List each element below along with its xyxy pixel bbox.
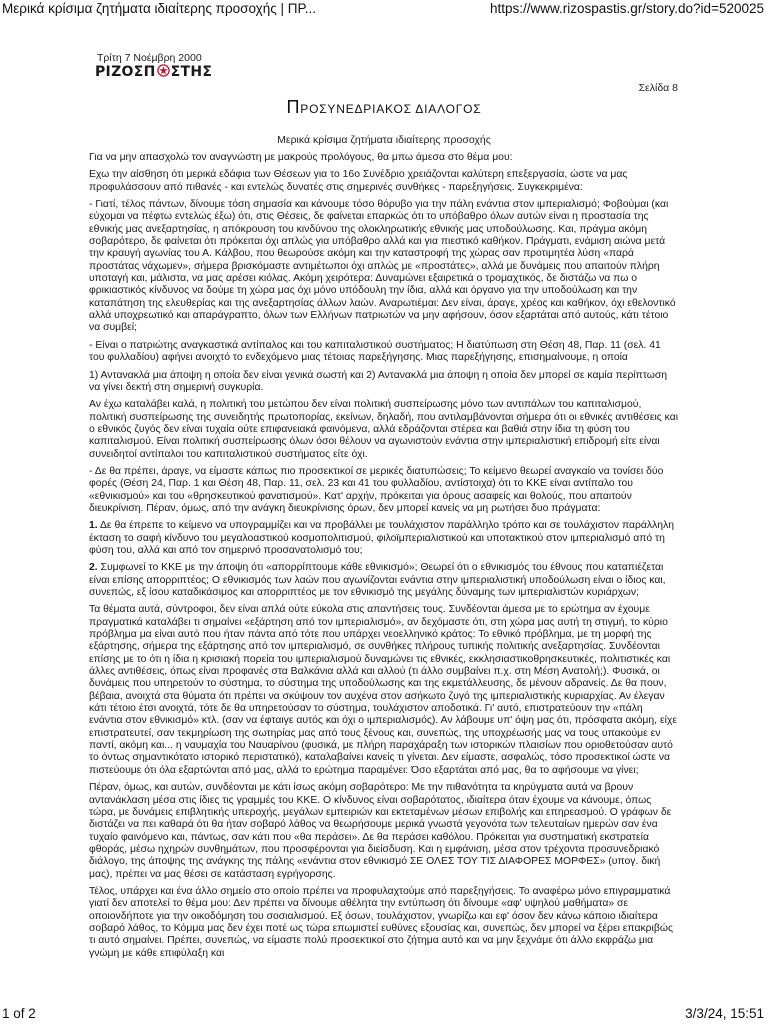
paragraph-numbered [89,562,679,599]
rizospastis-logo [95,64,212,82]
print-header [0,0,768,20]
paragraph: Εχω την αίσθηση ότι μερικά εδάφια των Θέσεων για το 16ο Συνέδριο χρειάζονται καλύτερη επεξεργασία, ώστε να μας προφυλάσσουν από πιθανές - και εντελώς δυνατές στις σημερινές συνθήκες - παρεξηγήσεις. Συγκεκριμένα: [89,169,628,193]
print-header-title: Μερικά κρίσιμα ζητήματα ιδιαίτερης προσοχής | ΠΡ... [2,1,316,16]
paragraph: Πέραν, όμως, και αυτών, συνδέονται με κάτι ίσως ακόμη σοβαρότερο: Με την πιθανότητα τα κηρύγματα αυτά να βρουν αντανάκλαση μέσα στις ίδιες τις γραμμές του ΚΚΕ. Ο κίνδυνος είναι σοβαρότατος, ιδιαίτερα όταν έχουμε να κάνουμε, όπως τώρα, με δυνάμεις επιβλητικής υπεροχής, μεγάλων εμπειριών και εκτεταμένων μέσων επιβολής και επηρεασμού. Ο γράφων δε διστάζει να πει καθαρά ότι θα ήταν σοβαρό λάθος να θεωρήσουμε μερικά γνωστά γεγονότα των τελευταίων ημερών σαν ένα τυχαίο φαινόμενο και, πάντως, σαν κάτι που «θα περάσει». Δε θα περάσει καθόλου. Πρόκειται για συστηματική εκστρατεία φθοράς, μέσω ηχηρών συνθημάτων, που προσφέρονται για διείσδυση. Και η εμφάνιση, μέσα στον τρέχοντα προσυνεδριακό διάλογο, της άποψης της ανάγκης της πάλης «ενάντια στον εθνικισμό ΣΕ ΟΛΕΣ ΤΟΥ ΤΙΣ ΔΙΑΦΟΡΕΣ ΜΟΡΦΕΣ» (υπογ. δική μας), πρέπει να μας θέσει σε κατάσταση εγρήγορσης. [89,782,672,880]
print-footer [0,1006,768,1024]
paragraph-text: Δε θα έπρεπε το κείμενο να υπογραμμίζει και να προβάλλει με τουλάχιστον παράλληλο τρόπο και σε τουλάχιστον παράλληλη έκταση το σαφή κίνδυνο του μεγαλοαστικού κοσμοπολιτισμού, φιλοϊμπεριαλιστικού και υποτακτικού στον ιμπεριαλισμό από τη φύση του, αλλά και από τον σημερινό προσανατολισμό του; [89,520,675,556]
print-footer-datetime: 3/3/24, 15:51 [685,1006,764,1021]
star-icon [157,64,170,77]
paragraph: - Γιατί, τέλος πάντων, δίνουμε τόση σημασία και κάνουμε τόσο θόρυβο για την πάλη ενάντια στον ιμπεριαλισμό; Φοβούμαι (και εύχομαι να πέφτω εντελώς έξω) ότι, στις Θέσεις, δε φαίνεται επαρκώς ότι το υπόβαθρο όλων αυτών είναι η προστασία της εθνικής μας ανεξαρτησίας, η απόκρουση του κινδύνου της ολοκληρωτικής εθνικής μας υποδούλωσης. Και, πράγμα ακόμη σοβαρότερο, δε φαίνεται ότι πρόκειται όχι απλώς για υπόβαθρο αλλά και για πιεστικό καθήκον. Πράγματι, ενάμιση αιώνα μετά την κραυγή αγωνίας του Α. Κάλβου, που θεωρούσε ακόμη και την καταστροφή της χώρας σαν προτιμητέα λύση «παρά προστάτας νάχωμεν», σήμερα βρισκόμαστε αντιμέτωποι όχι απλώς με «προστάτες», αλλά με δυνάμεις που απαιτούν πλήρη υποταγή και, μάλιστα, να μας αρέσει κιόλας. Ακόμη χειρότερα: Δυναμώνει εξαιρετικά ο τρομαχτικός, δε διστάζω να πω ο φρικιαστικός κίνδυνος να δούμε τη χώρα μας όχι μόνο υπόδουλη την ίδια, αλλά και όργανο για την υποδούλωση και την καταπάτηση της ελευθερίας και της ανεξαρτησίας άλλων λαών. Αναρωτιέμαι: Δεν είναι, άραγε, χρέος και καθήκον, όχι εθελοντικό αλλά υποχρεωτικό και απαράγραπτο, όλων των Ελλήνων πατριωτών να μην αφήσουν, όσον εξαρτάται από αυτούς, κάτι τέτοιο να συμβεί; [89,199,676,334]
issue-date: Τρίτη 7 Νοέμβρη 2000 [97,52,202,64]
paragraph-number: 1. [89,520,98,532]
paragraph: Αν έχω καταλάβει καλά, η πολιτική του μετώπου δεν είναι πολιτική συσπείρωσης μόνο των αντιπάλων του καπιταλισμού, πολιτική συσπείρωσης της συνειδητής πρωτοπορίας, εκείνων, δηλαδή, που αντιλαμβάνονται σήμερα ότι οι εθνικές αντιθέσεις και ο εθνικός ζυγός δεν είναι τυχαία ούτε επιφανειακά φαινόμενα, αλλά εδράζονται στέρεα και βαθιά στην ίδια τη φύση του καπιταλισμού. Είναι πολιτική συσπείρωσης όλων όσοι θέλουν να αγωνιστούν ενάντια στην ιμπεριαλιστική επιδρομή είτε είναι συνειδητοί αντίπαλοι του καπιταλιστικού συστήματος είτε όχι. [89,399,679,460]
print-footer-page: 1 of 2 [2,1006,36,1021]
page-number: Σελίδα 8 [638,82,678,94]
section-title-rest: ΡΟΣΥΝΕΔΡΙΑΚΟΣ ΔΙΑΛΟΓΟΣ [300,102,482,116]
logo-text-end: ΣΤΗΣ [170,64,213,80]
paragraph: Τα θέματα αυτά, σύντροφοι, δεν είναι απλά ούτε εύκολα στις απαντήσεις τους. Συνδέονται άμεσα με το ερώτημα αν έχουμε πραγματικά καταλάβει τι σημαίνει «εξάρτηση από τον ιμπεριαλισμό», αν δεχόμαστε ότι, στη χώρα μας αυτή τη στιγμή, το κύριο πρόβλημα μα είναι αυτό που ήταν πάντα από τότε που υπάρχει νεοελληνικό κράτος: Το εθνικό πρόβλημα, με τη μορφή της εξάρτησης, σήμερα της εξάρτησης από τον ιμπεριαλισμό, σε συνθήκες πλήρους τυπικής πολιτικής ανεξαρτησίας. Συνδέονται επίσης με το ότι η ίδια η κρισιακή πορεία του ιμπεριαλισμού δυναμώνει τις εθνικές, εκκλησιαστικοθρησκευτικές, πολιτιστικές και άλλες αντιθέσεις, όπως είναι προφανές στα Βαλκάνια αλλά και αλλού (τι άλλο συμβαίνει π.χ. στη Μέση Ανατολή;). Φυσικά, οι δυνάμεις που υπηρετούν το σύστημα, το σύστημα της υποδούλωσης και της εκμετάλλευσης, δε μένουν αδρανείς. Δε θα πουν, βέβαια, ανοιχτά στα θύματα ότι πρέπει να σκύψουν τον αυχένα στον ασήκωτο ζυγό της ιμπεριαλιστικής κυριαρχίας. Αν έλεγαν κάτι τέτοιο έτσι ανοιχτά, τότε δε θα υπηρετούσαν το σύστημα, τουλάχιστον αποδοτικά. Γι' αυτό, επιστρατεύουν την «πάλη ενάντια στον εθνικισμό» κτλ. (σαν να έφταιγε αυτός και όχι ο ιμπεριαλισμός). Αν λάβουμε υπ' όψη μας ότι, πρόσφατα ακόμη, είχε επιστρατευτεί, σαν τεκμηρίωση της σωτηρίας μας από τους ξένους και, συνεπώς, της υποχρέωσής μας να τους υπακούμε εν παντί, ακόμη και... η ναυμαχία του Ναυαρίνου (φυσικά, με πλήρη παραχάραξη των ιστορικών πλαισίων που οριοθετούσαν αυτό το όντως σημαντικότατο ιστορικό περιστατικό), καταλαβαίνει κανείς τι γίνεται. Δεν είμαστε, ασφαλώς, τόσο προσεκτικοί ώστε να πιστεύουμε ότι όλα εξαρτώνται από μας, αλλά το ερώτημα παραμένει: Όσο εξαρτάται από μας, θα το αφήσουμε να γίνει; [89,604,677,776]
logo-text-start: ΡΙΖΟΣΠ [95,64,156,80]
paragraph: - Δε θα πρέπει, άραγε, να είμαστε κάπως πιο προσεκτικοί σε μερικές διατυπώσεις; Το κείμενο θεωρεί αναγκαίο να τονίσει δύο φορές (Θέση 24, Παρ. 1 και Θέση 48, Παρ. 11, σελ. 23 και 41 του φυλλαδίου, αντίστοιχα) ότι το ΚΚΕ είναι αντίπαλο του «εθνικισμού» και του «θρησκευτικού φανατισμού». Κατ' αρχήν, πρόκειται για όρους ασαφείς και θολούς, που απαιτούν διευκρίνιση. Πέραν, όμως, από την ανάγκη διευκρίνισης όρων, δεν μπορεί κανείς να μη ρωτήσει δυο πράγματα: [89,465,664,514]
print-header-url: https://www.rizospastis.gr/story.do?id=520025 [489,1,764,16]
section-title-initial: Π [286,97,301,117]
paragraph: - Είναι ο πατριώτης αναγκαστικά αντίπαλος και του καπιταλιστικού συστήματος; Η διατύπωση στη Θέση 48, Παρ. 11 (σελ. 41 του φυλλαδίου) αφήνει ανοιχτό το ενδεχόμενο μιας τέτοιας παρεξήγησης. Μιας παρεξήγησης, επισημαίνουμε, η οποία [89,339,661,364]
article-title: Μερικά κρίσιμα ζητήματα ιδιαίτερης προσοχής [277,134,491,146]
paragraph: 1) Αντανακλά μια άποψη η οποία δεν είναι γενικά σωστή και 2) Αντανακλά μια άποψη η οποία δεν μπορεί σε καμία περίπτωση να γίνει δεκτή στη σημερινή συγκυρία. [89,369,668,393]
paragraph: Για να μην απασχολώ τον αναγνώστη με μακρούς προλόγους, θα μπω άμεσα στο θέμα μου: [89,152,513,163]
section-title [0,97,768,118]
paragraph-text: Συμφωνεί το ΚΚΕ με την άποψη ότι «απορρίπτουμε κάθε εθνικισμό»; Θεωρεί ότι ο εθνικισμός του έθνους που καταπιέζεται είναι επίσης απορριπτέος; Ο εθνικισμός των λαών που αγωνίζονται ενάντια στην ιμπεριαλιστική υποδούλωση είναι ο ίδιος και, συνεπώς, εξ ίσου καταδικάσιμος και απορριπτέος με τον εθνικισμό της μεγάλης δύναμης των ιμπεριαλιστών κυριάρχων; [89,562,666,598]
paragraph-number: 2. [89,562,98,574]
paragraph-numbered [89,520,679,557]
paragraph: Τέλος, υπάρχει και ένα άλλο σημείο στο οποίο πρέπει να προφυλαχτούμε από παρεξηγήσεις. Το αναφέρω μόνο επιγραμματικά γιατί δεν αποτελεί το θέμα μου: Δεν πρέπει να δίνουμε αθέλητα την εντύπωση ότι δίνουμε «αφ' υψηλού μαθήματα» σε οποιονδήποτε για την οικοδόμηση του σοσιαλισμού. Εξ όσων, τουλάχιστον, γνωρίζω και εφ' όσον δεν κάνω κάποιο ιδιαίτερα σοβαρό λάθος, το Κόμμα μας δεν έχει ποτέ ως τώρα επωμιστεί ευθύνες εξουσίας και, συνεπώς, δεν μπορεί να ξέρει επακριβώς τι αυτό σημαίνει. Πρέπει, συνεπώς, να είμαστε πολύ προσεκτικοί στο ζήτημα αυτό και να μην ξεχνάμε ότι άλλο εκφράζω μια γνώμη με κάθε επιφύλαξη και [89,885,673,959]
article-body [89,152,679,965]
